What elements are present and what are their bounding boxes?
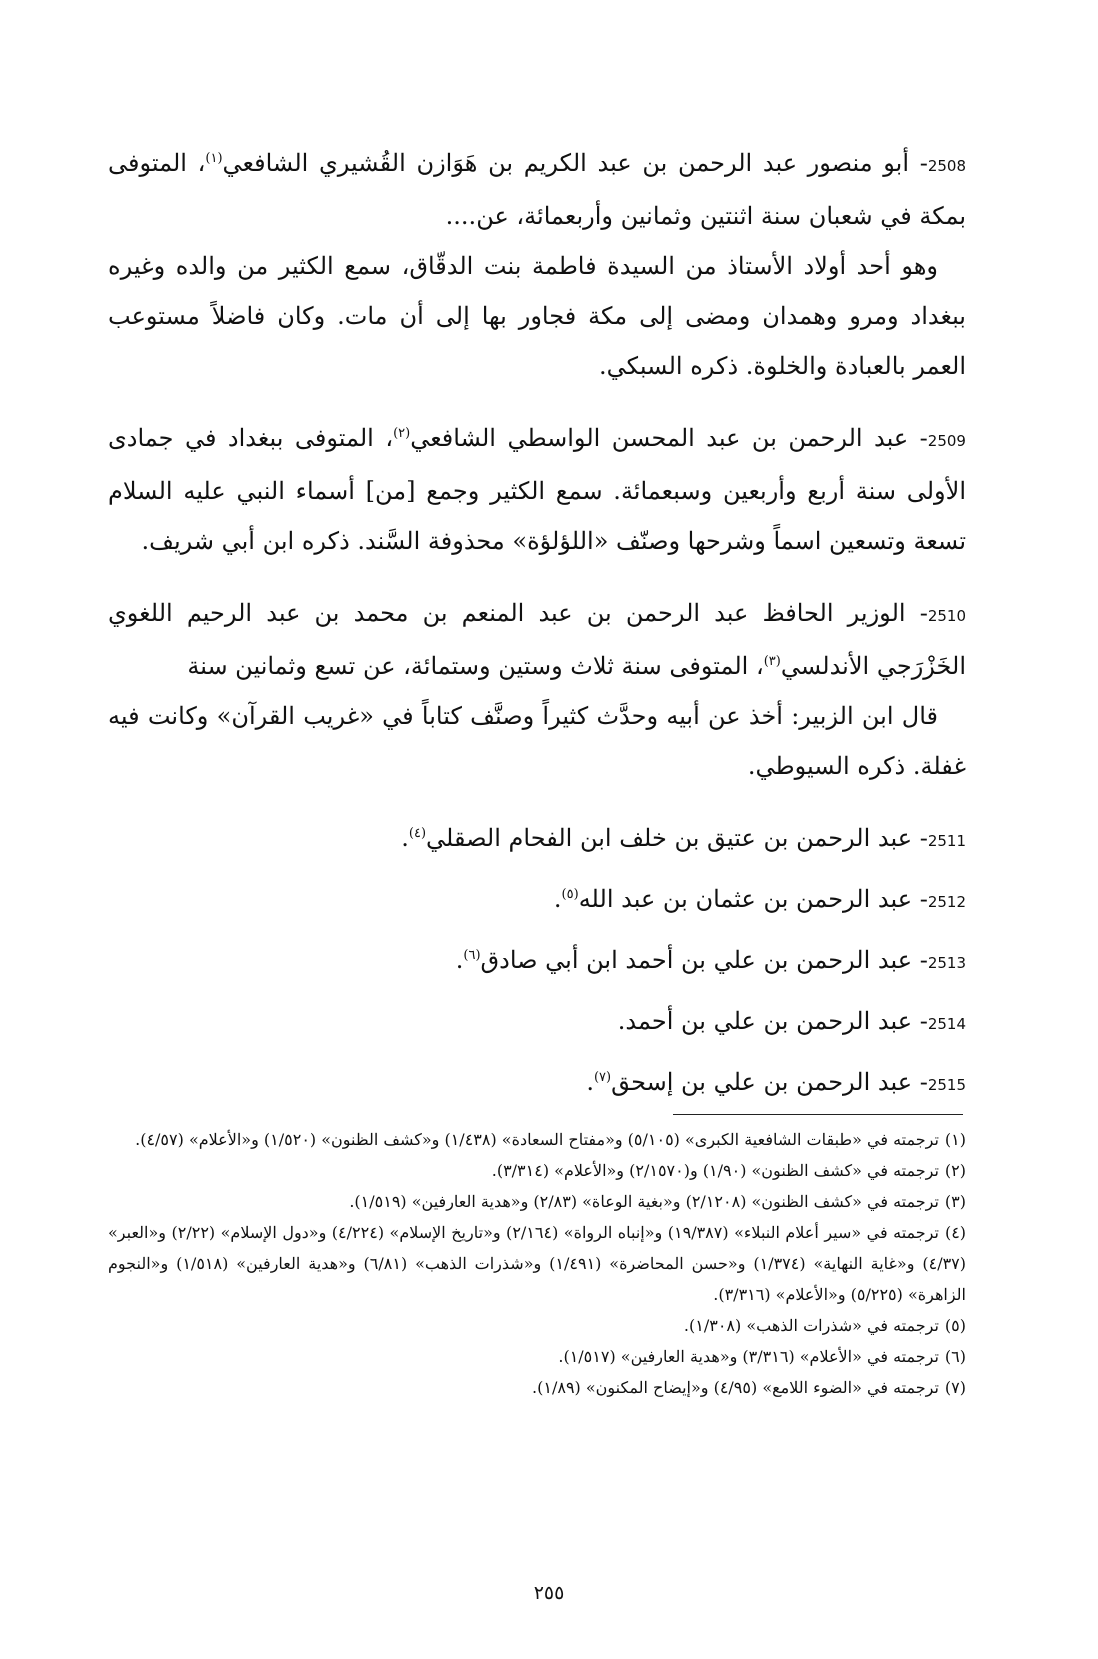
footnote-text: ترجمته في «شذرات الذهب» (١/٣٠٨).	[683, 1316, 939, 1335]
entry-2515	[108, 1057, 966, 1110]
entry-text: ، المتوفى بمكة في شعبان سنة اثنتين وثمانين وأربعمائة، عن....	[108, 149, 966, 230]
entry-text: عبد الرحمن بن عتيق بن خلف ابن الفحام الصقلي	[426, 824, 913, 852]
footnote-number: (٥)	[944, 1316, 966, 1335]
entry-heading: 2509- عبد الرحمن بن عبد المحسن الواسطي الشافعي$^{(٢)}$، المتوفى ببغداد في جمادى الأولى سنة أربع وأربعين وسبعمائة. سمع الكثير وجمع [من] أسماء النبي عليه السلام تسعة وتسعين اسماً وشرحها وصنّف «اللؤلؤة» محذوفة السَّند. ذكره ابن أبي شريف.	[108, 424, 966, 555]
entry-2513	[108, 935, 966, 988]
entry-text: أبو منصور عبد الرحمن بن عبد الكريم بن هَوَازن القُشيري الشافعي	[222, 149, 910, 177]
footnote-number: (٦)	[944, 1347, 966, 1366]
entry-heading: 2514- عبد الرحمن بن علي بن أحمد.	[617, 1007, 966, 1035]
entry-text: .	[553, 885, 562, 913]
entry-heading: 2512- عبد الرحمن بن عثمان بن عبد الله$^{(٥)}$.	[553, 885, 966, 913]
entry-text: عبد الرحمن بن عثمان بن عبد الله	[578, 885, 913, 913]
footnote-2	[108, 1155, 966, 1186]
footnote-text: ترجمته في «الضوء اللامع» (٤/٩٥) و«إيضاح المكنون» (١/٨٩).	[532, 1378, 939, 1397]
entry-text: .	[455, 946, 464, 974]
footnote-1	[108, 1124, 966, 1155]
entry-text: ، المتوفى ببغداد في جمادى الأولى سنة أربع وأربعين وسبعمائة. سمع الكثير وجمع [من] أسماء النبي عليه السلام تسعة وتسعين اسماً وشرحها وصنّف «اللؤلؤة» محذوفة السَّند. ذكره ابن أبي شريف.	[108, 424, 966, 555]
entry-paragraph: قال ابن الزبير: أخذ عن أبيه وحدَّث كثيراً وصنَّف كتاباً في «غريب القرآن» وكانت فيه غفلة. ذكره السيوطي.	[108, 702, 966, 780]
page-number: ٢٥٥	[533, 1582, 565, 1604]
entry-number: 2512	[927, 893, 966, 911]
entry-2514	[108, 996, 966, 1049]
footnote-ref[interactable]: (١)	[205, 151, 223, 166]
entry-paragraph: وهو أحد أولاد الأستاذ من السيدة فاطمة بنت الدقّاق، سمع الكثير من والده وغيره ببغداد ومرو وهمدان ومضى إلى مكة فجاور بها إلى أن مات. وكان فاضلاً مستوعب العمر بالعبادة والخلوة. ذكره السبكي.	[108, 252, 966, 380]
entry-text: الوزير الحافظ عبد الرحمن بن عبد المنعم بن محمد بن عبد الرحيم اللغوي الخَزْرَجي الأندلسي	[108, 599, 966, 680]
entry-text: عبد الرحمن بن عبد المحسن الواسطي الشافعي	[410, 424, 909, 452]
footnote-7	[108, 1372, 966, 1403]
entry-2512	[108, 874, 966, 927]
entry-number: 2508	[927, 157, 966, 175]
footnote-number: (١)	[944, 1130, 966, 1149]
footnote-text: ترجمته في «كشف الظنون» (٢/١٢٠٨) و«بغية الوعاة» (٢/٨٣) و«هدية العارفين» (١/٥١٩).	[349, 1192, 939, 1211]
entry-number: 2514	[927, 1015, 966, 1033]
footnote-5	[108, 1310, 966, 1341]
footnote-text: ترجمته في «كشف الظنون» (١/٩٠) و(٢/١٥٧٠) و«الأعلام» (٣/٣١٤).	[491, 1161, 939, 1180]
biography-entries	[108, 138, 966, 1118]
entry-number: 2511	[927, 832, 966, 850]
footnotes	[108, 1124, 966, 1403]
footnote-4	[108, 1217, 966, 1310]
entry-number: 2513	[927, 954, 966, 972]
footnote-6	[108, 1341, 966, 1372]
entry-heading: 2510- الوزير الحافظ عبد الرحمن بن عبد المنعم بن محمد بن عبد الرحيم اللغوي الخَزْرَجي الأندلسي$^{(٣)}$، المتوفى سنة ثلاث وستين وستمائة، عن تسع وثمانين سنة	[108, 599, 966, 680]
entry-text: ، المتوفى سنة ثلاث وستين وستمائة، عن تسع وثمانين سنة	[187, 652, 764, 680]
footnote-text: ترجمته في «الأعلام» (٣/٣١٦) و«هدية العارفين» (١/٥١٧).	[558, 1347, 939, 1366]
entry-heading: 2508- أبو منصور عبد الرحمن بن عبد الكريم بن هَوَازن القُشيري الشافعي$^{(١)}$، المتوفى بمكة في شعبان سنة اثنتين وثمانين وأربعمائة، عن....	[108, 149, 966, 230]
footnote-number: (٢)	[944, 1161, 966, 1180]
footnote-text: ترجمته في «سير أعلام النبلاء» (١٩/٣٨٧) و«إنباه الرواة» (٢/١٦٤) و«تاريخ الإسلام» (٤/٢٢٤) و«دول الإسلام» (٢/٢٢) و«العبر» (٤/٣٧) و«غاية النهاية» (١/٣٧٤) و«حسن المحاضرة» (١/٤٩١) و«شذرات الذهب» (٦/٨١) و«هدية العارفين» (١/٥١٨) و«النجوم الزاهرة» (٥/٢٢٥) و«الأعلام» (٣/٣١٦).	[108, 1223, 967, 1304]
entry-number: 2515	[927, 1076, 966, 1094]
entry-heading: 2513- عبد الرحمن بن علي بن أحمد ابن أبي صادق$^{(٦)}$.	[455, 946, 966, 974]
footnote-number: (٧)	[944, 1378, 966, 1397]
entry-heading: 2515- عبد الرحمن بن علي بن إسحق$^{(٧)}$.	[586, 1068, 966, 1096]
entry-text: عبد الرحمن بن علي بن أحمد.	[617, 1007, 913, 1035]
footnote-number: (٣)	[944, 1192, 966, 1211]
footnote-ref[interactable]: (٦)	[463, 948, 481, 963]
entry-heading: 2511- عبد الرحمن بن عتيق بن خلف ابن الفحام الصقلي$^{(٤)}$.	[401, 824, 966, 852]
footnote-ref[interactable]: (٤)	[408, 826, 427, 841]
entry-text: عبد الرحمن بن علي بن إسحق	[611, 1068, 913, 1096]
footnote-text: ترجمته في «طبقات الشافعية الكبرى» (٥/١٠٥) و«مفتاح السعادة» (١/٤٣٨) و«كشف الظنون» (١/٥٢٠) و«الأعلام» (٤/٥٧).	[135, 1130, 939, 1149]
entry-text: .	[586, 1068, 594, 1096]
entry-text: عبد الرحمن بن علي بن أحمد ابن أبي صادق	[480, 946, 913, 974]
footnote-ref[interactable]: (٧)	[593, 1070, 612, 1085]
entry-number: 2510	[927, 607, 966, 625]
entry-2511	[108, 813, 966, 866]
footnote-ref[interactable]: (٥)	[561, 887, 579, 902]
entry-2510	[108, 588, 966, 791]
entry-2509	[108, 413, 966, 566]
footnote-ref[interactable]: (٣)	[763, 654, 781, 669]
footnote-3	[108, 1186, 966, 1217]
footnote-ref[interactable]: (٢)	[393, 426, 411, 441]
entry-text: .	[401, 824, 409, 852]
entry-2508	[108, 138, 966, 391]
footnote-number: (٤)	[944, 1223, 967, 1242]
entry-number: 2509	[927, 432, 966, 450]
footnote-separator	[673, 1114, 963, 1115]
